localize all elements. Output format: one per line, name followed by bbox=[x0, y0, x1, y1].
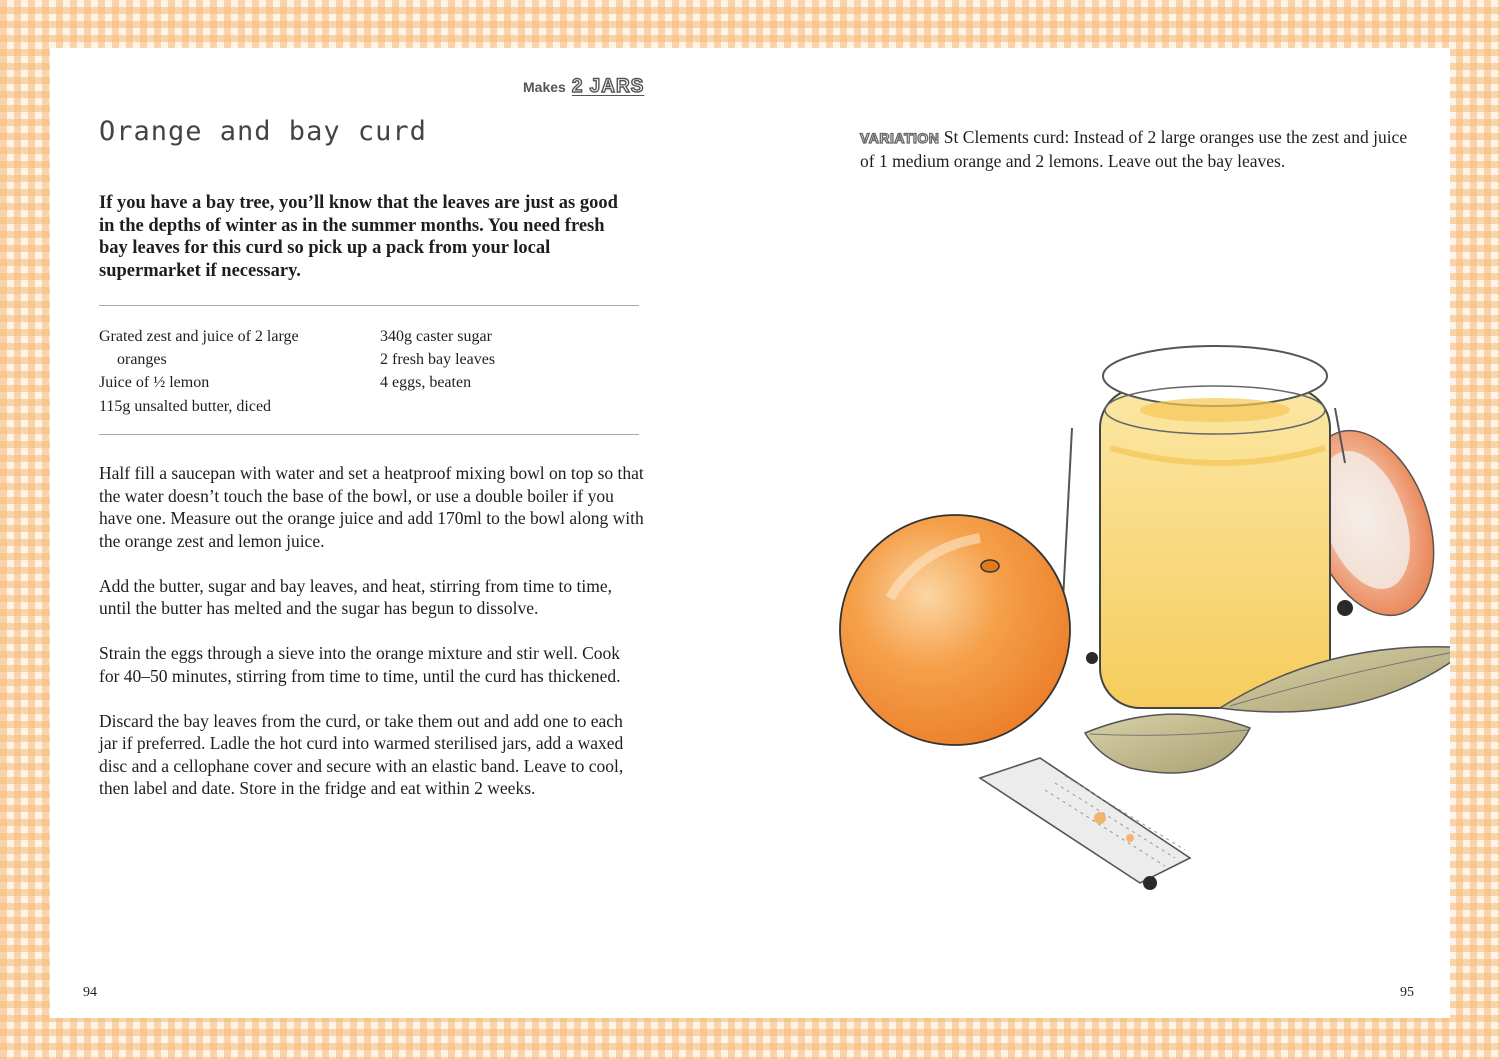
recipe-intro: If you have a bay tree, you’ll know that the leaves are just as good in the depths of winter as in the summer months. You need fresh bay leaves for this curd so pick up a pack from your local supermarket if necessary. bbox=[99, 193, 618, 281]
method-steps bbox=[99, 462, 644, 822]
orange-icon bbox=[840, 515, 1070, 745]
yield-label bbox=[523, 76, 644, 98]
ingredient-item: Grated zest and juice of 2 large oranges bbox=[99, 328, 299, 369]
method-step-4: Discard the bay leaves from the curd, or take them out and add one to each jar if preferred. Ladle the hot curd into warmed sterilised jars, add a waxed disc and a cellophane cover and secure with an elastic band. Leave to cool, then label and date. Store in the fridge and eat within 2 weeks. bbox=[99, 710, 624, 798]
variation-label: VARIATION bbox=[860, 130, 940, 146]
ingredients-column-1 bbox=[99, 325, 339, 418]
page-number-right: 95 bbox=[1400, 985, 1414, 1000]
ingredients-column-2 bbox=[380, 325, 600, 395]
page-number-left: 94 bbox=[83, 985, 97, 1000]
cookbook-spread bbox=[50, 48, 1450, 1018]
method-step-2: Add the butter, sugar and bay leaves, and heat, stirring from time to time, until the butter has melted and the sugar has begun to dissolve. bbox=[99, 575, 612, 618]
divider-top bbox=[99, 305, 639, 306]
ingredient-item: 4 eggs, beaten bbox=[380, 374, 472, 392]
ingredient-item: 115g unsalted butter, diced bbox=[99, 397, 272, 415]
grater-icon bbox=[980, 758, 1190, 890]
variation-text: St Clements curd: Instead of 2 large oranges use the zest and juice of 1 medium orange and 2 lemons. Leave out the bay leaves. bbox=[860, 127, 1408, 171]
variation-note bbox=[860, 126, 1420, 172]
recipe-title: Orange and bay curd bbox=[99, 116, 427, 147]
divider-bottom bbox=[99, 434, 639, 435]
makes-quantity: 2 JARS bbox=[571, 76, 645, 97]
ingredient-item: 2 fresh bay leaves bbox=[380, 351, 496, 369]
method-step-1: Half fill a saucepan with water and set a heatproof mixing bowl on top so that the water doesn’t touch the base of the bowl, or use a double boiler if you have one. Measure out the orange juice and add 170ml to the bowl along with the orange zest and lemon juice. bbox=[99, 463, 644, 551]
illustration bbox=[810, 298, 1450, 898]
ingredient-item: 340g caster sugar bbox=[380, 328, 492, 345]
ingredient-item: Juice of ½ lemon bbox=[99, 374, 210, 392]
makes-label: Makes bbox=[523, 79, 566, 95]
method-step-3: Strain the eggs through a sieve into the orange mixture and stir well. Cook for 40–50 minutes, stirring from time to time, until the curd has thickened. bbox=[99, 643, 621, 686]
